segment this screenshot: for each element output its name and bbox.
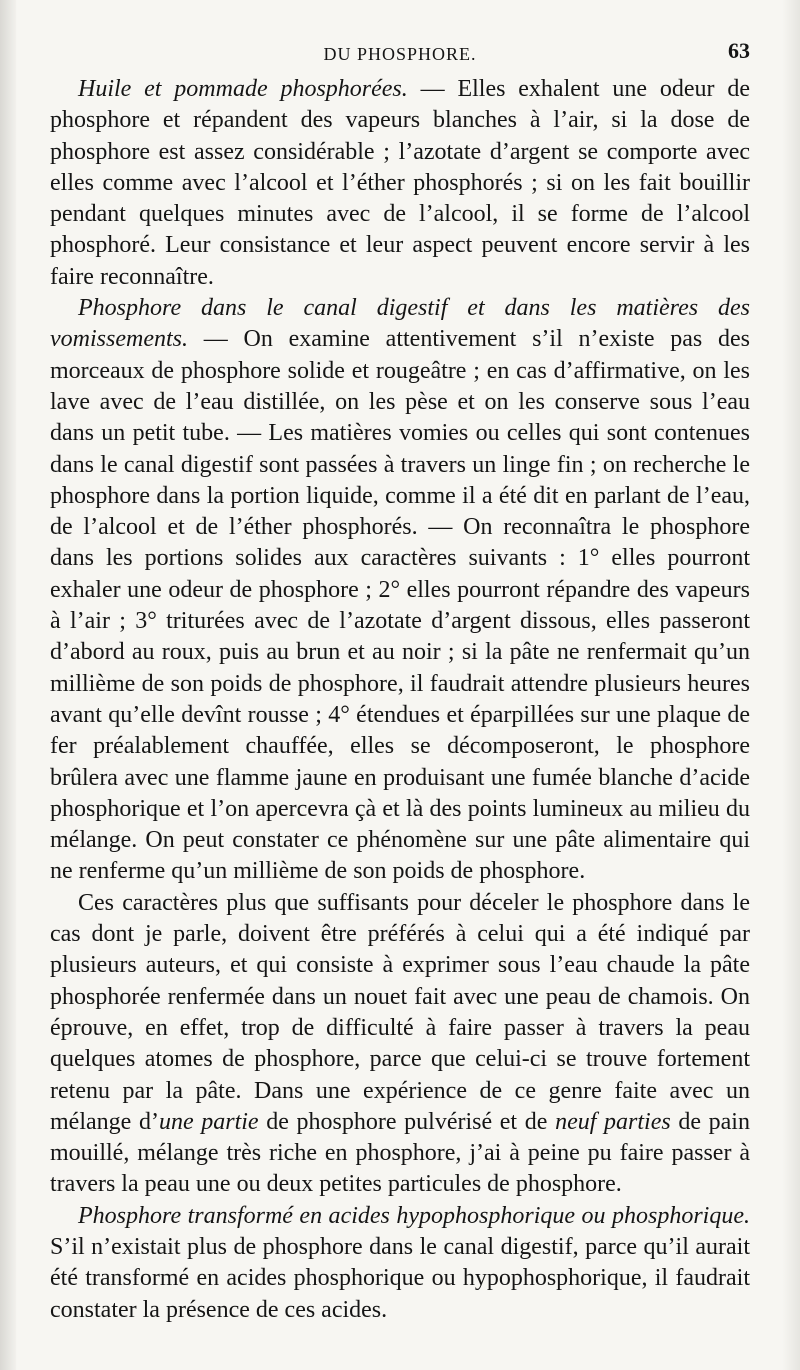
paragraph-text: S’il n’existait plus de phosphore dans le canal digestif, parce qu’il aurait été transformé en acides phosphorique ou hypophosphorique, il faudrait constater la présence de ces acides. — [50, 1233, 750, 1323]
paragraph-canal-digestif — [50, 293, 750, 888]
page-header — [50, 38, 750, 68]
page-number: 63 — [728, 38, 750, 63]
paragraph-text: de pain mouillé, mélange très riche en phosphore, j’ai à peine pu faire passer à travers la peau une ou deux petites particules de phosphore. — [50, 1108, 750, 1198]
running-title: DU PHOSPHORE. — [323, 44, 477, 64]
section-title: Phosphore transformé en acides hypophosphorique ou phosphorique. — [78, 1202, 750, 1229]
section-title: Huile et pommade phosphorées. — [78, 76, 408, 102]
page-edge-shadow — [0, 0, 16, 1370]
section-title: Phosphore dans le canal digestif et dans les matières des vomissements. — [50, 295, 750, 353]
paragraph-text: — On examine attentivement s’il n’existe pas des morceaux de phosphore solide et rougeâtre ; en cas d’affirmative, on les lave avec de l’eau distillée, on les pèse et on les conserve sous l’eau dans un petit tube. — Les matières vomies ou celles qui sont contenues dans le canal digestif sont passées à travers un linge fin ; on recherche le phosphore dans la portion liquide, comme il a été dit en parlant de l’eau, de l’alcool et de l’éther phosphorés. — On reconnaîtra le phosphore dans les portions solides aux caractères suivants : 1° elles pourront exhaler une odeur de phosphore ; 2° elles pourront répandre des vapeurs à l’air ; 3° triturées avec de l’azotate d’argent dissous, elles passeront d’abord au roux, puis au brun et au noir ; si la pâte ne renfermait qu’un millième de son poids de phosphore, il faudrait attendre plusieurs heures avant qu’elle devînt rousse ; 4° étendues et éparpillées sur une plaque de fer préalablement chauffée, elles se décomposeront, le phosphore brûlera avec une flamme jaune en produisant une fumée blanche d’acide phosphorique et l’on apercevra çà et là des points lumineux au milieu du mélange. On peut constater ce phénomène sur une pâte alimentaire qui ne renferme qu’un millième de son poids de phosphore. — [50, 326, 750, 885]
paragraph-text: — Elles exhalent une odeur de phosphore et répandent des vapeurs blanches à l’air, si la dose de phosphore est assez considérable ; l’azotate d’argent se comporte avec elles comme avec l’alcool et l’éther phosphorés ; si on les fait bouillir pendant quelques minutes avec de l’alcool, il se forme de l’alcool phosphoré. Leur consistance et leur aspect peuvent encore servir à les faire reconnaître. — [50, 76, 751, 290]
paragraph-huile-pommade — [50, 74, 750, 293]
emphasis-text: neuf parties — [555, 1108, 671, 1135]
body-text — [50, 74, 750, 1326]
paragraph-caracteres — [50, 888, 750, 1201]
paragraph-acides — [50, 1201, 750, 1326]
emphasis-text: une partie — [158, 1108, 259, 1135]
paragraph-text: de phosphore pulvérisé et de — [258, 1108, 556, 1135]
paragraph-text: Ces caractères plus que suffisants pour déceler le phosphore dans le cas dont je parle, doivent être préférés à celui qui a été indiqué par plusieurs auteurs, et qui consiste à exprimer sous l’eau chaude la pâte phosphorée renfermée dans un nouet fait avec une peau de chamois. On éprouve, en effet, trop de difficulté à faire passer à travers la peau quelques atomes de phosphore, parce que celui-ci se trouve fortement retenu par la pâte. Dans une expérience de ce genre faite avec un mélange d’ — [50, 889, 750, 1135]
